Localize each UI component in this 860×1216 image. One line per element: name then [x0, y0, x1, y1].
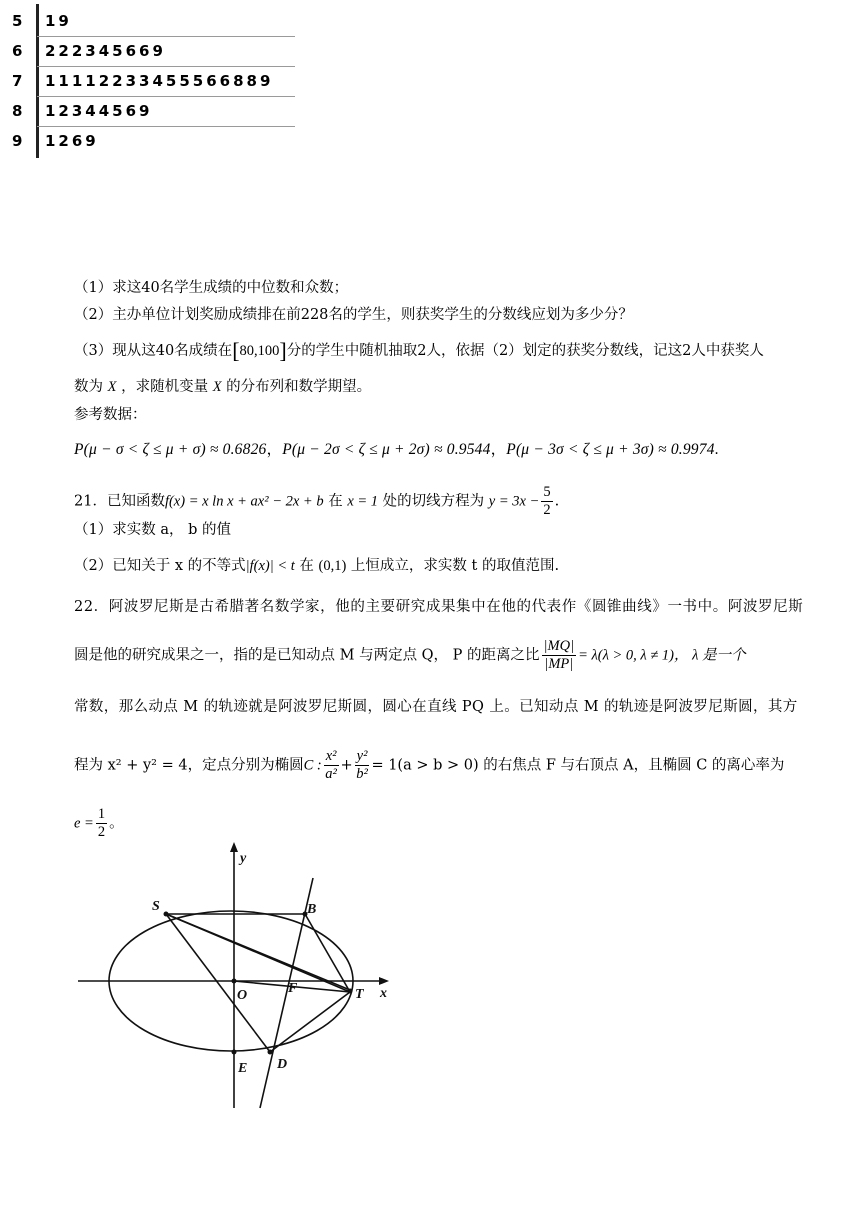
point-t: [348, 989, 353, 994]
stem-leaf-row: [0, 66, 296, 96]
leaves: 12344569: [45, 102, 153, 120]
stem: 6: [12, 42, 23, 60]
numerator: x²: [325, 748, 337, 764]
stem: 5: [12, 12, 23, 30]
label-o: O: [237, 988, 248, 1003]
numerator: |MQ|: [543, 638, 575, 654]
ref-2: P(μ − 2σ < ζ ≤ μ + 2σ) ≈ 0.9544: [282, 441, 491, 458]
numerator: 5: [543, 484, 551, 500]
stem-leaf-plot: [0, 0, 300, 160]
text: 的分布列和数学期望。: [226, 379, 372, 395]
line-so: [166, 914, 350, 990]
text: 处的切线方程为: [382, 493, 485, 510]
q20-part3-line2: [74, 377, 371, 397]
leaves: 222345669: [45, 42, 166, 60]
stem-leaf-row: [0, 6, 296, 36]
label-x: x: [380, 986, 387, 1001]
numerator: y²: [356, 748, 368, 764]
ref-3: P(μ − 3σ < ζ ≤ μ + 3σ) ≈ 0.9974: [506, 441, 715, 458]
text: = 1(a > b > 0) 的右焦点 F 与右顶点 A，且椭圆 C 的离心率为: [371, 757, 785, 774]
denominator: b²: [356, 766, 368, 782]
stem-leaf-row: [0, 36, 296, 66]
text: 21．已知函数: [74, 493, 165, 510]
var-x: X: [107, 379, 117, 395]
fraction: [541, 484, 552, 519]
stem-leaf-row: [0, 96, 296, 126]
denominator: 2: [543, 502, 551, 518]
text: 分的学生中随机抽取2人，依据（2）划定的获奖分数线，记这2人中获奖人: [286, 343, 764, 359]
reference-data: P(μ − σ < ζ ≤ μ + σ) ≈ 0.6826，P(μ − 2σ < ζ ≤ μ + 2σ) ≈ 0.9544，P(μ − 3σ < ζ ≤ μ + 3σ) ≈ 0.9974.: [74, 441, 719, 458]
leaves: 11112233455566889: [45, 72, 274, 90]
fraction: [96, 806, 107, 841]
denominator: |MP|: [544, 656, 574, 672]
fraction: [324, 748, 339, 783]
label-e: E: [238, 1061, 248, 1076]
interval: 80,100: [239, 343, 280, 359]
text: 数为: [74, 379, 103, 395]
ellipse-figure: [74, 842, 404, 1114]
label-t: T: [355, 987, 364, 1002]
label-b: B: [307, 902, 317, 917]
point-e: [232, 1050, 237, 1055]
text: （2）已知关于 x 的不等式: [74, 558, 246, 574]
point-o: [232, 979, 237, 984]
q20-part3-line1: [74, 338, 764, 363]
reference-title: 参考数据：: [74, 407, 147, 423]
denominator: 2: [97, 824, 106, 840]
tangent: y = 3x −: [488, 493, 540, 510]
label-f: F: [288, 981, 298, 996]
text: 圆是他的研究成果之一，指的是已知动点 M 与两定点 Q， P 的距离之比: [74, 647, 540, 664]
label-y: y: [240, 851, 247, 866]
bracket: [: [232, 338, 240, 363]
q21-part1: （1）求实数 a， b 的值: [74, 522, 231, 538]
q22-line4: 程为 x² + y² = 4，定点分别为椭圆C : $\frac{\text{x²}}{\text{a²}}$ + $\frac{\text{y²}}{\text{b²}}$ = 1(a > b > 0) 的右焦点 F 与右顶点 A，且椭圆 C 的离心率为: [74, 748, 785, 782]
eccentricity: e =: [74, 815, 94, 832]
label-d: D: [277, 1057, 288, 1072]
stem: 7: [12, 72, 23, 90]
line-dt: [270, 992, 350, 1052]
condition: x = 1: [347, 493, 379, 510]
q22-line2: [74, 638, 746, 673]
x-arrow-icon: [379, 977, 389, 985]
q21-stem: 21．已知函数f(x) = x ln x + ax² − 2x + b 在 x = 1 处的切线方程为 y = 3x − $\frac{5}{2}$ .: [74, 484, 560, 518]
text: 上恒成立，求实数 t 的取值范围.: [350, 558, 560, 574]
q22-line1: 22．阿波罗尼斯是古希腊著名数学家，他的主要研究成果集中在他的代表作《圆锥曲线》一书中。阿波罗尼斯: [74, 599, 804, 615]
q20-part2: （2）主办单位计划奖励成绩排在前228名的学生，则获奖学生的分数线应划为多少分？: [74, 307, 633, 323]
q22-line3: 常数，那么动点 M 的轨迹就是阿波罗尼斯圆，圆心在直线 PQ 上。已知动点 M 的轨迹是阿波罗尼斯圆，其方: [74, 699, 798, 715]
lambda-cond: = λ(λ > 0, λ ≠ 1)， λ 是一个: [578, 647, 746, 664]
label-s: S: [152, 899, 160, 914]
q21-part2: [74, 556, 559, 576]
var-x: X: [212, 379, 222, 395]
fraction: [355, 748, 370, 783]
denominator: a²: [325, 766, 337, 782]
q22-line5: [74, 806, 124, 841]
text: 。: [109, 815, 124, 832]
q20-part1: （1）求这40名学生成绩的中位数和众数；: [74, 280, 349, 296]
leaves: 19: [45, 12, 72, 30]
text: 在: [328, 493, 343, 510]
stem: 8: [12, 102, 23, 120]
text: （3）现从这40名成绩在: [74, 343, 233, 359]
ratio: [542, 638, 577, 673]
ellipse-name: C :: [303, 757, 322, 774]
text: 程为 x² + y² = 4，定点分别为椭圆: [74, 757, 304, 774]
function: f(x) = x ln x + ax² − 2x + b: [164, 493, 324, 510]
point-s: [164, 912, 169, 917]
point-d: [268, 1050, 273, 1055]
numerator: 1: [97, 806, 106, 822]
stem: 9: [12, 132, 23, 150]
y-arrow-icon: [230, 842, 238, 852]
inequality: |f(x)| < t: [245, 558, 295, 574]
interval: (0,1): [318, 558, 347, 574]
bracket: ]: [279, 338, 287, 363]
text: ，求随机变量: [121, 379, 209, 395]
stem-leaf-row: [0, 126, 296, 156]
leaves: 1269: [45, 132, 99, 150]
ref-1: P(μ − σ < ζ ≤ μ + σ) ≈ 0.6826: [74, 441, 267, 458]
text: 在: [299, 558, 314, 574]
